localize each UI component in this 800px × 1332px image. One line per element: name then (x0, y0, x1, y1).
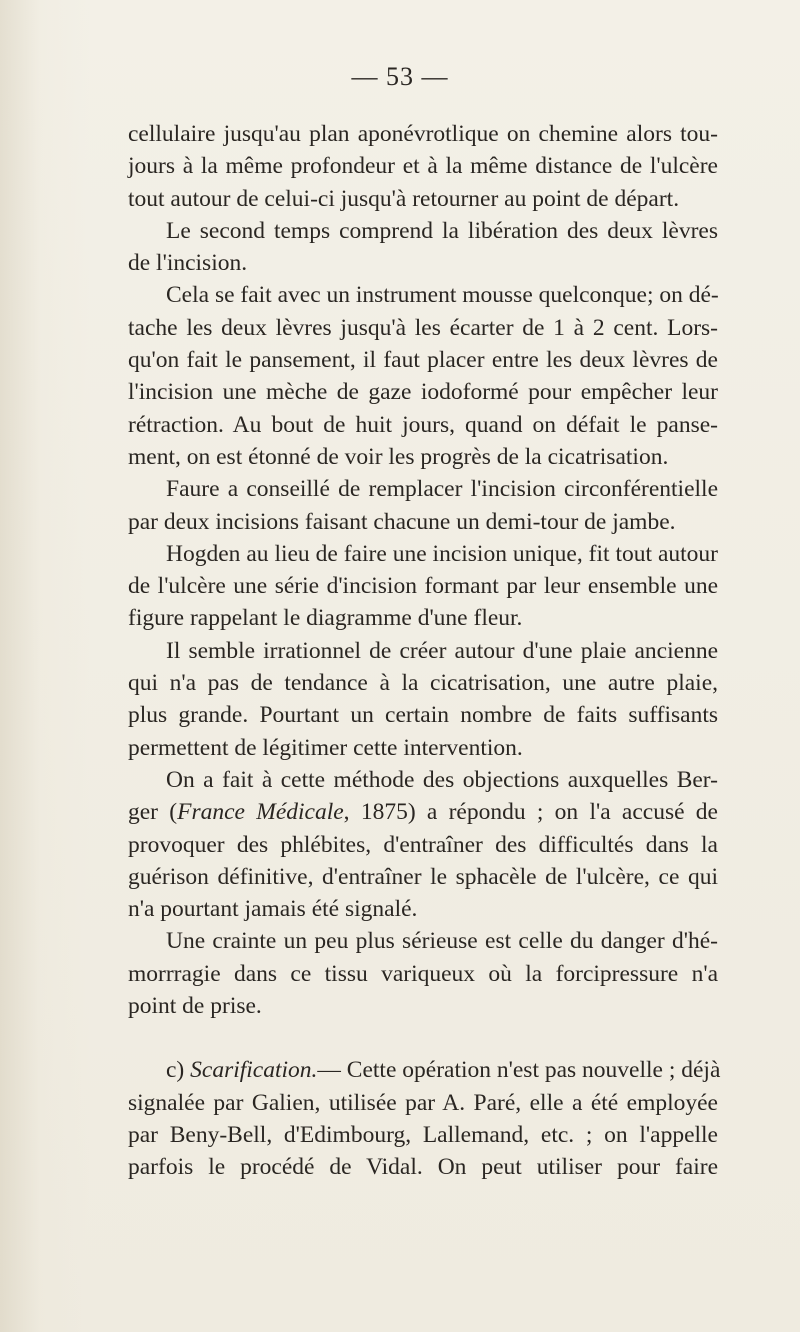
text-line: point de prise. (128, 993, 262, 1020)
text-line: Le second temps comprend la libération des deux lèvres (166, 217, 718, 244)
paragraph-2 (128, 215, 718, 280)
paragraph-8 (128, 925, 718, 1022)
text-line: qui n'a pas de tendance à la cicatrisation, une autre plaie, (128, 670, 718, 697)
text-line: Cela se fait avec un instrument mousse quelconque; on dé- (166, 282, 719, 309)
text-line: parfois le procédé de Vidal. On peut utiliser pour faire (128, 1154, 718, 1181)
text-line: de l'ulcère une série d'incision formant par leur ensemble une (128, 573, 718, 600)
text-line: Hogden au lieu de faire une incision unique, fit tout autour (166, 540, 718, 567)
text-line: l'incision une mèche de gaze iodoformé pour empêcher leur (128, 379, 718, 406)
text-line: figure rappelant le diagramme d'une fleur. (128, 605, 523, 632)
text-line: ment, on est étonné de voir les progrès de la cicatrisation. (128, 443, 669, 470)
text-line: rétraction. Au bout de huit jours, quand on défait le panse- (128, 411, 718, 438)
paragraph-9 (128, 1054, 721, 1183)
text-line: de l'incision. (128, 250, 248, 277)
text-line: c) Scarification.— Cette opération n'est pas nouvelle ; déjà (166, 1057, 721, 1084)
body-text (128, 118, 721, 1184)
text-line: plus grande. Pourtant un certain nombre de faits suffisants (128, 702, 718, 729)
text-line: ger (France Médicale, 1875) a répondu ; on l'a accusé de (128, 799, 718, 826)
text-line: On a fait à cette méthode des objections auxquelles Ber- (166, 766, 718, 793)
paragraph-3 (128, 279, 718, 473)
text-line: par Beny-Bell, d'Edimbourg, Lallemand, etc. ; on l'appelle (128, 1121, 718, 1148)
text-line: morrragie dans ce tissu variqueux où la forcipressure n'a (128, 960, 718, 987)
italic-phrase: France Médicale (177, 799, 344, 826)
text-line: jours à la même profondeur et à la même distance de l'ulcère (128, 153, 718, 180)
paragraph-1 (128, 118, 718, 215)
paragraph-6 (128, 635, 718, 764)
text-line: cellulaire jusqu'au plan aponévrotlique on chemine alors tou- (128, 121, 718, 147)
text-line: permettent de légitimer cette intervention. (128, 734, 523, 761)
text-line: Une crainte un peu plus sérieuse est celle du danger d'hé- (166, 928, 718, 955)
text-line: Il semble irrationnel de créer autour d'une plaie ancienne (166, 637, 718, 664)
text-line: tout autour de celui-ci jusqu'à retourner au point de départ. (128, 185, 680, 212)
text-line: qu'on fait le pansement, il faut placer entre les deux lèvres de (128, 347, 718, 374)
text-line: signalée par Galien, utilisée par A. Paré, elle a été employée (128, 1089, 718, 1116)
italic-phrase: Scarification. (190, 1057, 318, 1084)
text-line: guérison définitive, d'entraîner le sphacèle de l'ulcère, ce qui (128, 863, 718, 890)
paragraph-4 (128, 473, 718, 538)
text-line: tache les deux lèvres jusqu'à les écarter de 1 à 2 cent. Lors- (128, 314, 718, 341)
paragraph-7 (128, 764, 718, 925)
text-line: par deux incisions faisant chacune un demi-tour de jambe. (128, 508, 676, 535)
text-line: n'a pourtant jamais été signalé. (128, 896, 418, 923)
paragraph-5 (128, 538, 718, 635)
page-number: — 53 — (351, 62, 449, 91)
text-line: provoquer des phlébites, d'entraîner des difficultés dans la (128, 831, 718, 858)
text-line: Faure a conseillé de remplacer l'incision circonférentielle (166, 476, 718, 503)
